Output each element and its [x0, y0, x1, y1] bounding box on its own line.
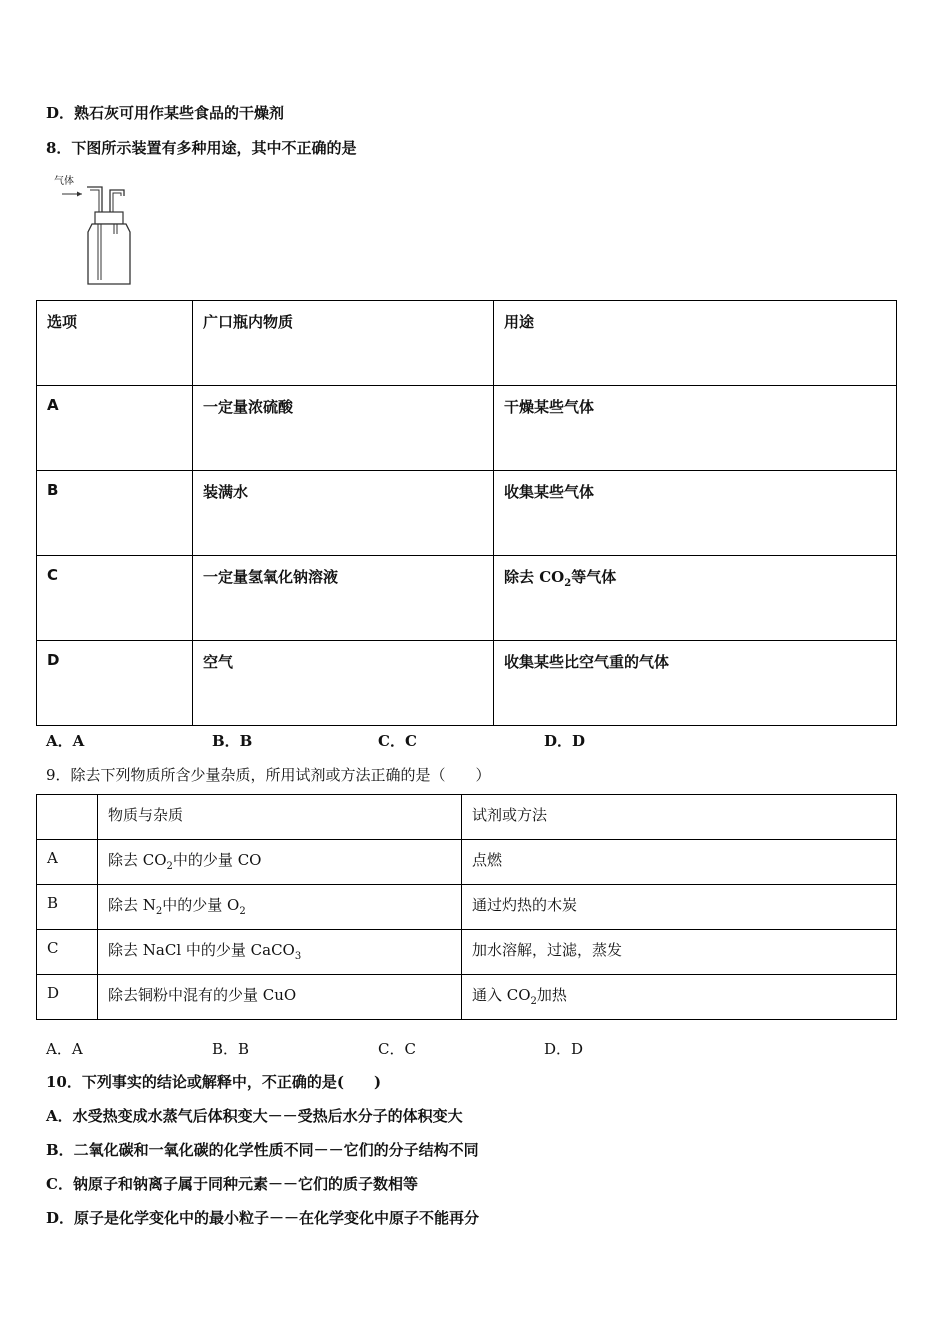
table-row — [37, 386, 897, 471]
table-row — [37, 930, 897, 975]
q8-table — [36, 300, 897, 726]
choice-c: C．C — [378, 732, 417, 750]
option-cell: C — [37, 930, 98, 975]
subscript: 3 — [294, 951, 302, 962]
q10-stem: 10．下列事实的结论或解释中，不正确的是( ) — [46, 1073, 382, 1091]
header-cell: 物质与杂质 — [98, 795, 462, 840]
substance-cell: 装满水 — [193, 471, 494, 556]
use-cell — [494, 556, 897, 641]
prev-option-d: D．熟石灰可用作某些食品的干燥剂 — [46, 104, 285, 122]
table-row — [37, 641, 897, 726]
q9-table — [36, 794, 897, 1020]
method-cell: 点燃 — [462, 840, 897, 885]
substance-cell: 一定量浓硫酸 — [193, 386, 494, 471]
option-cell: A — [37, 840, 98, 885]
table-header-row — [37, 795, 897, 840]
cell-text: 中的少量 O — [162, 896, 240, 914]
q9-choices — [46, 1038, 710, 1059]
table-row — [37, 840, 897, 885]
option-cell: C — [37, 556, 193, 641]
substance-cell: 空气 — [193, 641, 494, 726]
header-cell: 试剂或方法 — [462, 795, 897, 840]
q10-option-d: D．原子是化学变化中的最小粒子－－在化学变化中原子不能再分 — [46, 1209, 480, 1227]
gas-bottle-figure — [52, 172, 142, 290]
option-cell: D — [37, 975, 98, 1020]
cell-text: 中的少量 CO — [172, 851, 262, 869]
header-cell: 广口瓶内物质 — [193, 301, 494, 386]
substance-cell — [98, 930, 462, 975]
use-cell: 干燥某些气体 — [494, 386, 897, 471]
choice-c: C．C — [378, 1040, 416, 1058]
table-row — [37, 885, 897, 930]
choice-d: D．D — [544, 732, 586, 750]
cell-text: 通入 CO — [472, 986, 531, 1004]
subscript: 2 — [155, 906, 163, 917]
method-cell — [462, 975, 897, 1020]
option-cell: B — [37, 885, 98, 930]
option-cell: B — [37, 471, 193, 556]
q10-option-a: A．水受热变成水蒸气后体积变大－－受热后水分子的体积变大 — [46, 1107, 463, 1125]
choice-a: A．A — [46, 1040, 83, 1058]
subscript: 2 — [166, 861, 173, 872]
q9-stem: 9．除去下列物质所含少量杂质，所用试剂或方法正确的是（ ） — [46, 766, 491, 784]
use-cell: 收集某些气体 — [494, 471, 897, 556]
header-cell — [37, 795, 98, 840]
figure-label: 气体 — [54, 176, 74, 187]
method-cell: 通过灼热的木炭 — [462, 885, 897, 930]
subscript: 2 — [564, 578, 572, 589]
choice-d: D．D — [544, 1040, 584, 1058]
substance-cell: 除去铜粉中混有的少量 CuO — [98, 975, 462, 1020]
table-row — [37, 471, 897, 556]
q10-option-c: C．钠原子和钠离子属于同种元素－－它们的质子数相等 — [46, 1175, 418, 1193]
table-row — [37, 975, 897, 1020]
choice-a: A．A — [46, 732, 85, 750]
option-cell: D — [37, 641, 193, 726]
use-text: 等气体 — [571, 568, 617, 586]
header-cell: 用途 — [494, 301, 897, 386]
table-header-row — [37, 301, 897, 386]
header-cell: 选项 — [37, 301, 193, 386]
use-text: 除去 CO — [504, 568, 565, 586]
cell-text: 除去 NaCl 中的少量 CaCO — [108, 941, 295, 959]
choice-b: B．B — [212, 1040, 250, 1058]
subscript: 2 — [239, 906, 246, 917]
method-cell: 加水溶解，过滤，蒸发 — [462, 930, 897, 975]
q10-option-b: B．二氧化碳和一氧化碳的化学性质不同－－它们的分子结构不同 — [46, 1141, 479, 1159]
q8-choices — [46, 730, 710, 751]
use-cell: 收集某些比空气重的气体 — [494, 641, 897, 726]
table-row — [37, 556, 897, 641]
substance-cell: 一定量氢氧化钠溶液 — [193, 556, 494, 641]
q8-stem: 8．下图所示装置有多种用途，其中不正确的是 — [46, 139, 357, 157]
substance-cell — [98, 885, 462, 930]
cell-text: 加热 — [536, 986, 567, 1004]
cell-text: 除去 N — [108, 896, 156, 914]
substance-cell — [98, 840, 462, 885]
subscript: 2 — [530, 996, 537, 1007]
cell-text: 除去 CO — [108, 851, 167, 869]
choice-b: B．B — [212, 732, 253, 750]
option-cell: A — [37, 386, 193, 471]
